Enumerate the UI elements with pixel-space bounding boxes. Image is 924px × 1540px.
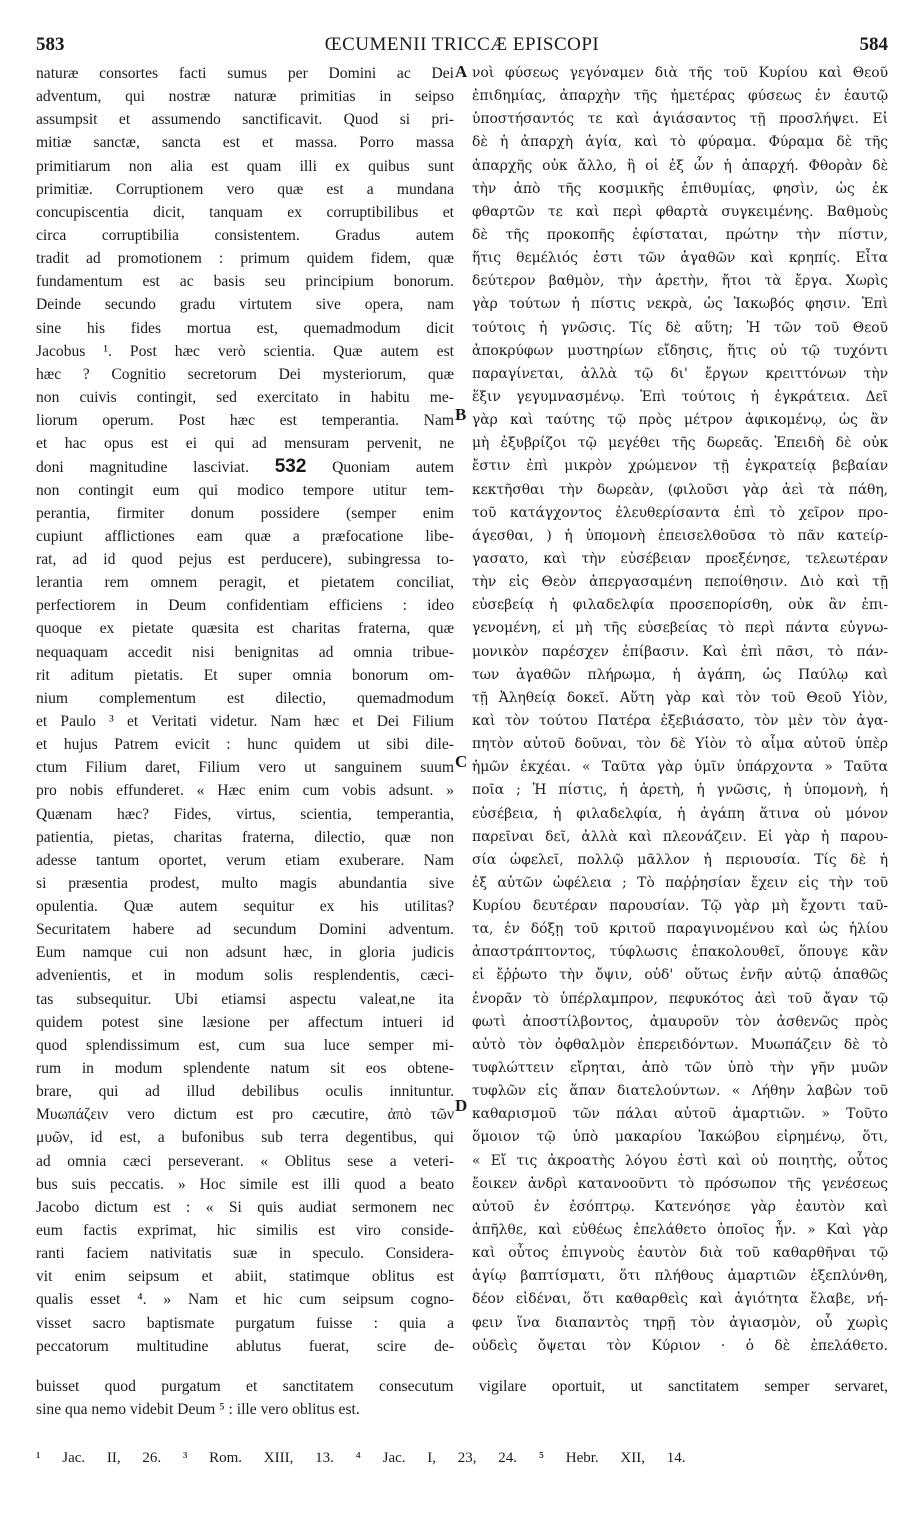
latin-line: Jacobo dictum est : « Si quis audiat sermonem nec <box>36 1198 454 1216</box>
latin-line: ad omnia cæci perseverant. « Oblitus sese a veteri- <box>36 1152 454 1170</box>
latin-line: lerantia rem omnem peragit, et pietatem conciliat, <box>36 574 454 592</box>
greek-line: ἀπῆλθε, καὶ εὐθέως ἐπελάθετο ὁποῖος ἦν. » Καὶ γὰρ <box>472 1222 888 1239</box>
latin-line: cupiunt afflictiones eam quæ a præfocatione libe- <box>36 527 454 545</box>
latin-line: patientia, pietas, charitas fraterna, dilectio, quæ non <box>36 828 454 846</box>
greek-line: άγεσθαι, ) ἡ ὑπομονὴ ἐπεισελθοῦσα τὸ πᾶν κατείρ- <box>472 527 888 544</box>
latin-line-text: Quoniam autem <box>332 459 454 477</box>
latin-line: si præsentia prodest, multo magis abundantia sive <box>36 874 454 892</box>
latin-line: non cuivis contingit, sed exercitato in habitu me- <box>36 388 454 406</box>
latin-line: primitiæ. Corruptionem vero quæ est a mundana <box>36 180 454 198</box>
greek-line: νοὶ φύσεως γεγόναμεν διὰ τῆς τοῦ Κυρίου καὶ Θεοῦ <box>472 65 888 81</box>
greek-line: φειν ἵνα διαπαντὸς τηρῇ τὸν ἁγιασμὸν, οὗ χωρὶς <box>472 1314 888 1331</box>
latin-line: et hac opus est ei qui ad mensuram pervenit, ne <box>36 435 454 453</box>
latin-line: primitiarum non alia est quam illi ex quibus sunt <box>36 157 454 175</box>
latin-line: peccatorum multitudine ablutus fuerat, scire de- <box>36 1337 454 1355</box>
latin-line: non contingit eum qui modico tempore utitur tem- <box>36 481 454 499</box>
greek-line: τῇ Ἀληθείᾳ δοκεῖ. Αὕτη γὰρ καὶ τὸν τοῦ Θεοῦ Υἱὸν, <box>472 689 888 706</box>
footnote: ⁵ Hebr. XII, 14. <box>538 1450 686 1466</box>
latin-line: tradit ad promotionem : primum quidem fidem, quæ <box>36 250 454 268</box>
greek-line: δεύτερον βαθμὸν, τὴν ἀρετὴν, ἤτοι τὰ ἔργα. Χωρὶς <box>472 273 888 290</box>
latin-line: brare, qui ad illud debilibus oculis innituntur. <box>36 1083 454 1101</box>
greek-line: εὐσεβείᾳ ἡ φιλαδελφία προσεπορίσθη, οὐκ ἂν ἐπι- <box>472 597 888 614</box>
greek-line: τούτοις ἡ γνῶσις. Τίς δὲ αὕτη; Ἡ τῶν τοῦ Θεοῦ <box>472 319 888 336</box>
inline-column-number: 532 <box>274 456 307 478</box>
greek-line: εὐσέβεια, ἡ φιλαδελφία, ἡ ἀγάπη ἅτινα οὐ μόνον <box>472 805 888 822</box>
latin-line: bus suis peccatis. » Hoc simile est illi quod a beato <box>36 1175 454 1193</box>
greek-line: ἕξιν γεγυμνασμένῳ. Ἐπὶ τούτοις ἡ ἐγκράτεια. Δεῖ <box>472 388 888 405</box>
greek-line: ἥτις θεμέλιός ἐστι τῶν ἀγαθῶν καὶ κρηπίς. Εἶτα <box>472 250 888 267</box>
latin-line: rit aditum pietatis. Et super omnia bonorum om- <box>36 666 454 684</box>
latin-line: hæc ? Cognitio secretorum Dei mysteriorum, quæ <box>36 365 454 383</box>
latin-line: ranti faciem nativitatis suæ in speculo. Considera- <box>36 1245 454 1263</box>
latin-line: rum in modum splendente natum sit eos obtene- <box>36 1060 454 1078</box>
latin-line: opulentia. Quæ autem sequitur ex his utilitas? <box>36 898 454 916</box>
greek-line: πητὸν αὐτοῦ δοῦναι, τὸν δὲ Υἱὸν τὸ αἷμα αὐτοῦ ὑπὲρ <box>472 736 888 753</box>
greek-line: ἀπαρχῆς οὐκ ἄλλο, ἢ οἱ ἐξ ὧν ἡ ἀπαρχή. Φθορὰν δὲ <box>472 157 888 174</box>
greek-line: κεκτῆσθαι τὴν δωρεὰν, (φιλοῦσι γὰρ ἀεὶ τὰ πάθη, <box>472 481 888 498</box>
latin-line: liorum operum. Post hæc est temperantia. Nam <box>36 412 454 430</box>
latin-line: Jacobus ¹. Post hæc verò scientia. Quæ autem est <box>36 342 454 360</box>
greek-line: καθαρισμοῦ τῶν πάλαι αὐτοῦ ἁμαρτιῶν. » Τοῦτο <box>472 1106 888 1123</box>
latin-line: sine his fides mortua est, quemadmodum dicit <box>36 319 454 337</box>
latin-line: quoque ex pietate quæsita est charitas fraterna, quæ <box>36 620 454 638</box>
latin-line: Securitatem habere ad secundum Domini adventum. <box>36 921 454 939</box>
latin-line: tas subsequitur. Ubi etiamsi aspectu valeat,ne ita <box>36 990 454 1008</box>
latin-column <box>36 62 454 1358</box>
greek-line: μὴ ἐξυβρίζοι τῷ μεγέθει τῆς δωρεᾶς. Ἐπειδὴ δὲ οὐκ <box>472 435 888 452</box>
latin-line: et hujus Patrem evicit : hunc quidem ut sibi dile- <box>36 736 454 754</box>
latin-line: et Paulo ³ et Veritati videtur. Nam hæc et Dei Filium <box>36 712 454 730</box>
greek-line: παραγίνεται, ἀλλὰ τῷ δι' ἔργων κρειττόνων τὴν <box>472 365 888 382</box>
section-marker-b: B <box>455 405 467 424</box>
greek-line: γασατο, καὶ τὴν εὐσέβειαν προεξένησε, τελεωτέραν <box>472 550 888 567</box>
latin-line: nequaquam accedit nisi benignitas ad omnia tribue- <box>36 643 454 661</box>
greek-line: τυφλῶν εἰς ἅπαν διατελούντων. « Λήθην λαβὼν τοῦ <box>472 1083 888 1100</box>
greek-line: ὑποστήσαντός τε καὶ ἁγιάσαντος τῇ προσλήψει. Εἰ <box>472 111 888 128</box>
greek-line: παρεῖναι δεῖ, ἀλλὰ καὶ πλεονάζειν. Εἰ γὰρ ἡ παρου- <box>472 828 888 845</box>
latin-line: advenientis, et in modum solis resplendentis, cæci- <box>36 967 454 985</box>
latin-line <box>36 455 454 478</box>
greek-line: ἐνορᾶν τὸ ὑπέρλαμπρον, πεφυκότος ἀεὶ τοῦ ἄγαν τῷ <box>472 990 888 1007</box>
greek-line: « Εἴ τις ἀκροατὴς λόγου ἐστὶ καὶ οὐ ποιητὴς, οὗτος <box>472 1152 888 1169</box>
latin-line: concupiscentia dicit, tanquam ex corruptibilibus et <box>36 203 454 221</box>
latin-line: nium complementum est dilectio, quemadmodum <box>36 689 454 707</box>
latin-line: adesse tantum oportet, verum etiam exuberare. Nam <box>36 851 454 869</box>
footnote: ¹ Jac. II, 26. <box>36 1450 162 1466</box>
greek-line: δὲ ἡ ἀπαρχὴ ἁγία, καὶ τὸ φύραμα. Φύραμα δὲ τῆς <box>472 134 888 151</box>
latin-line: pro nobis effunderet. « Hæc enim cum vobis adsunt. » <box>36 782 454 800</box>
page-number-left: 583 <box>36 34 65 55</box>
greek-line: δέον εἰδέναι, ὅτι καθαρθεὶς καὶ ἁγιότητα ἔλαβε, νή- <box>472 1291 888 1308</box>
greek-line: εἰ ἔῤῥωτο τὴν ὄψιν, οὐδ' οὕτως ἐνῆν αὐτῷ ἀπαθῶς <box>472 967 888 984</box>
greek-line: αὐτὸ τὸν ὀφθαλμὸν ἐπερειδόντων. Μυωπάζειν δὲ τὸ <box>472 1036 888 1053</box>
page-number-right: 584 <box>859 34 888 55</box>
greek-line: ἁγίῳ βαπτίσματι, ὅτι πλήθους ἁμαρτιῶν ἐξεπλύνθη, <box>472 1268 888 1285</box>
greek-line: Κυρίου δευτέραν παρουσίαν. Τῷ γὰρ μὴ ἔχοντι ταῦ- <box>472 898 888 915</box>
latin-line: perfectiorem in Deum confidentiam efficiens : ideo <box>36 597 454 615</box>
latin-line: quod splendissimum est, cum sua luce semper mi- <box>36 1036 454 1054</box>
section-marker-c: C <box>455 752 468 771</box>
latin-line: vit enim seipsum et abiit, statimque oblitus est <box>36 1268 454 1286</box>
greek-line: τυφλώττειν εἴρηται, ἀπὸ τῶν ὑπὸ τὴν γῆν μυῶν <box>472 1060 888 1077</box>
footnotes <box>36 1450 686 1467</box>
greek-line: ἐξ αὐτῶν ὠφέλεια ; Τὸ παῤῥησίαν ἔχειν εἰς τὴν τοῦ <box>472 874 888 891</box>
latin-line: visset sacro baptismate purgatum fuisse : quia a <box>36 1314 454 1332</box>
latin-line: qualis esset ⁴. » Nam et hic cum seipsum cogno- <box>36 1291 454 1309</box>
latin-line: circa corruptibilia consistentem. Gradus autem <box>36 226 454 244</box>
page-header <box>36 34 888 60</box>
greek-line: ἡμῶν ἐκχέαι. « Ταῦτα γὰρ ὑμῖν ὑπάρχοντα » Ταῦτα <box>472 759 888 776</box>
greek-line: γενομένη, εἰ μὴ τῆς εὐσεβείας τὸ περὶ πάντα εὐγνω- <box>472 620 888 637</box>
full-width-line: sine qua nemo videbit Deum ⁵ : ille vero oblitus est. <box>36 1401 360 1418</box>
greek-line: τὴν εἰς Θεὸν ἀπεργασαμένη πεποίθησιν. Διὸ καὶ τῇ <box>472 574 888 591</box>
running-title: ŒCUMENII TRICCÆ EPISCOPI <box>324 34 600 55</box>
greek-line: καὶ οὗτος ἐπιγνοὺς ἑαυτὸν διὰ τοῦ καθαρθῆναι τῷ <box>472 1245 888 1262</box>
section-marker-a: A <box>455 62 468 81</box>
greek-line: αὐτοῦ ἐν ἐσόπτρῳ. Κατενόησε γὰρ ἑαυτὸν καὶ <box>472 1198 888 1215</box>
greek-line: ποῖα ; Ἡ πίστις, ἡ ἀρετὴ, ἡ γνῶσις, ἡ ὑπομονὴ, ἡ <box>472 782 888 799</box>
greek-line: οὐδεὶς ὄψεται τὸν Κύριον · ὁ δὲ ἐπελάθετο. <box>472 1337 888 1354</box>
greek-line: δὲ τῆς προκοπῆς ἐφίσταται, πρώτην τὴν πίστιν, <box>472 226 888 243</box>
greek-line: ἐπιδημίας, ἀπαρχὴν τῆς ἡμετέρας φύσεως ἐν ἑαυτῷ <box>472 88 888 105</box>
latin-line: rat, ad id quod pejus est perducere), subingressa to- <box>36 550 454 568</box>
greek-line: καὶ τὸν τούτου Πατέρα ἐξεβιάσατο, τὸν μὲν τὸν ἀγα- <box>472 712 888 729</box>
greek-line: ὅμοιον τῷ ὑπὸ μακαρίου Ἰακώβου εἰρημένῳ, ὅτι, <box>472 1129 888 1146</box>
latin-line: adventum, qui nostræ naturæ primitias in seipso <box>36 88 454 106</box>
greek-line: ἔστιν ἐπὶ μικρὸν χρώμενον τῇ ἐγκρατείᾳ βεβαίαν <box>472 458 888 475</box>
greek-line: σία ὠφελεῖ, πολλῷ μᾶλλον ἡ περιουσία. Τίς δὲ ἡ <box>472 851 888 868</box>
latin-line: assumpsit et assumendo sanctificavit. Quod si pri- <box>36 111 454 129</box>
greek-line: ἀπαστράπτοντος, τύφλωσις ἐπακολουθεῖ, ὅπουγε κἂν <box>472 944 888 961</box>
greek-line: των ἀγαθῶν πλήρωμα, ἡ ἀγάπη, ὡς Παύλῳ καὶ <box>472 666 888 683</box>
footnote: ⁴ Jac. I, 23, 24. <box>355 1450 518 1466</box>
greek-column <box>472 62 888 1358</box>
latin-line: μυῶν, id est, a bufonibus sub terra degentibus, qui <box>36 1129 454 1147</box>
greek-line: τὴν ἀπὸ τῆς κοσμικῆς ἐπιθυμίας, φησὶν, ὡς ἐκ <box>472 180 888 197</box>
latin-line: Μυωπάζειν vero dictum est pro cæcutire, ἀπὸ τῶν <box>36 1106 454 1124</box>
greek-line: φωτὶ ἀποστίλβοντος, ἀμαυροῦν τὸν ἀσθενῶς πρὸς <box>472 1013 888 1030</box>
latin-line: eum factis exprimat, hic similis est viro conside- <box>36 1222 454 1240</box>
latin-line: Deinde secundo gradu virtutem sive opera, nam <box>36 296 454 314</box>
greek-line: γὰρ καὶ ταύτης τῷ πρὸς μέτρον ἀφικομένῳ, ὡς ἂν <box>472 412 888 429</box>
latin-line: Quænam hæc? Fides, virtus, scientia, temperantia, <box>36 805 454 823</box>
greek-line: μονικὸν παρέσχεν ἐπίβασιν. Καὶ ἐπὶ πᾶσι, τὸ πάν- <box>472 643 888 660</box>
latin-line: fundamentum est ac basis seu principium bonorum. <box>36 273 454 291</box>
greek-line: γὰρ τούτων ἡ πίστις νεκρὰ, ὡς Ἰακωβός φησιν. Ἐπὶ <box>472 296 888 313</box>
latin-line: naturæ consortes facti sumus per Domini ac Dei <box>36 65 454 82</box>
greek-line: φθαρτῶν τε καὶ περὶ φθαρτὰ συγκειμένης. Βαθμοὺς <box>472 203 888 220</box>
latin-line: perantia, firmiter donum possidere (semper enim <box>36 504 454 522</box>
latin-line: mitiæ sanctæ, sancta est et massa. Porro massa <box>36 134 454 152</box>
latin-line-text: doni magnitudine lasciviat. <box>36 459 249 477</box>
latin-line: ctum Filium daret, Filium vero ut sanguinem suum <box>36 759 454 777</box>
greek-line: ἔοικεν ἀνδρὶ κατανοοῦντι τὸ πρόσωπον τῆς γενέσεως <box>472 1175 888 1192</box>
greek-line: τα, ἐν δόξῃ τοῦ κριτοῦ παραγινομένου καὶ ὡς ἡλίου <box>472 921 888 938</box>
greek-line: τοῦ κατάγχοντος ἐλευθερίσαντα ἐπὶ τὸ χεῖρον προ- <box>472 504 888 521</box>
greek-line: ἀποκρύφων μυστηρίων εἴδησις, ἥτις οὐ τῷ τυχόντι <box>472 342 888 359</box>
latin-line: quidem potest sine læsione per affectum intueri id <box>36 1013 454 1031</box>
full-width-line: buisset quod purgatum et sanctitatem consecutum vigilare oportuit, ut sanctitatem semper servaret, <box>36 1378 888 1395</box>
latin-line: Eum namque cui non adsunt hæc, in gloria judicis <box>36 944 454 962</box>
footnote: ³ Rom. XIII, 13. <box>182 1450 334 1466</box>
section-marker-d: D <box>455 1096 468 1115</box>
